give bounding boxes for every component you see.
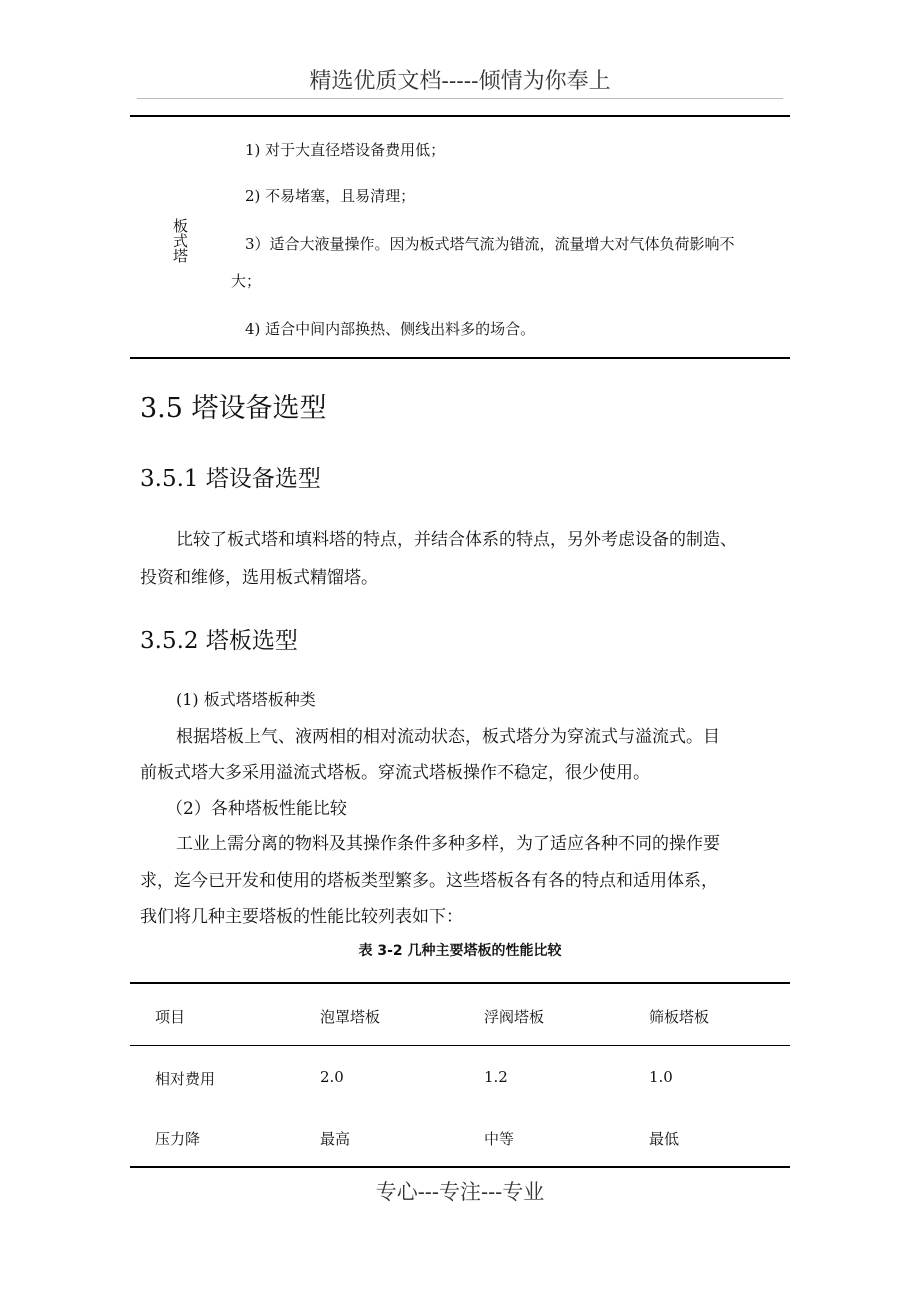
table-header-cell: 筛板塔板 (649, 1008, 710, 1026)
table-cell: 1.2 (484, 1068, 508, 1086)
table-cell: 中等 (484, 1130, 515, 1148)
table-top-rule (130, 982, 790, 984)
page-header-title: 精选优质文档-----倾情为你奉上 (309, 69, 611, 94)
table-header-cell: 泡罩塔板 (320, 1008, 381, 1026)
table-cell: 最低 (649, 1130, 680, 1148)
top-table-top-rule (130, 115, 790, 117)
section-3-5-1-heading: 3.5.1 塔设备选型 (140, 466, 321, 492)
top-table-item-4: 4) 适合中间内部换热、侧线出料多的场合。 (245, 320, 536, 338)
section-3-5-1-para-line-1: 比较了板式塔和填料塔的特点，并结合体系的特点，另外考虑设备的制造、 (176, 530, 737, 550)
plate-types-para-line-1: 根据塔板上气、液两相的相对流动状态，板式塔分为穿流式与溢流式。目 (176, 727, 720, 747)
header-divider (137, 98, 783, 99)
table-header-cell: 项目 (155, 1008, 186, 1026)
plate-types-para-line-2: 前板式塔大多采用溢流式塔板。穿流式塔板操作不稳定，很少使用。 (140, 763, 650, 783)
section-3-5-1-para-line-2: 投资和维修，选用板式精馏塔。 (140, 568, 378, 588)
table-bottom-rule (130, 1166, 790, 1168)
table-cell: 最高 (320, 1130, 351, 1148)
top-table-row-label: 板式塔 (171, 218, 189, 263)
table-cell: 相对费用 (155, 1070, 216, 1088)
table-cell: 2.0 (320, 1068, 344, 1086)
page-footer: 专心---专注---专业 (375, 1180, 545, 1204)
comparison-para-line-2: 求，迄今已开发和使用的塔板类型繁多。这些塔板各有各的特点和适用体系， (140, 871, 718, 891)
section-3-5-2-heading: 3.5.2 塔板选型 (140, 628, 298, 654)
top-table-item-2: 2) 不易堵塞，且易清理； (245, 187, 416, 205)
comparison-para-line-1: 工业上需分离的物料及其操作条件多种多样，为了适应各种不同的操作要 (176, 834, 720, 854)
table-cell: 1.0 (649, 1068, 673, 1086)
top-table-item-3-cont: 大； (231, 272, 262, 290)
top-table-bottom-rule (130, 357, 790, 359)
top-table-item-3: 3）适合大液量操作。因为板式塔气流为错流，流量增大对气体负荷影响不 (245, 235, 735, 253)
top-table-item-1: 1) 对于大直径塔设备费用低； (245, 141, 446, 159)
table-header-divider (130, 1045, 790, 1046)
table-header-cell: 浮阀塔板 (484, 1008, 545, 1026)
subheading-performance-comparison: （2）各种塔板性能比较 (166, 799, 347, 819)
subheading-plate-types: (1) 板式塔塔板种类 (176, 690, 316, 709)
table-caption: 表 3-2 几种主要塔板的性能比较 (358, 943, 562, 959)
table-cell: 压力降 (155, 1130, 201, 1148)
section-3-5-heading: 3.5 塔设备选型 (140, 393, 327, 424)
comparison-para-line-3: 我们将几种主要塔板的性能比较列表如下： (140, 907, 463, 927)
